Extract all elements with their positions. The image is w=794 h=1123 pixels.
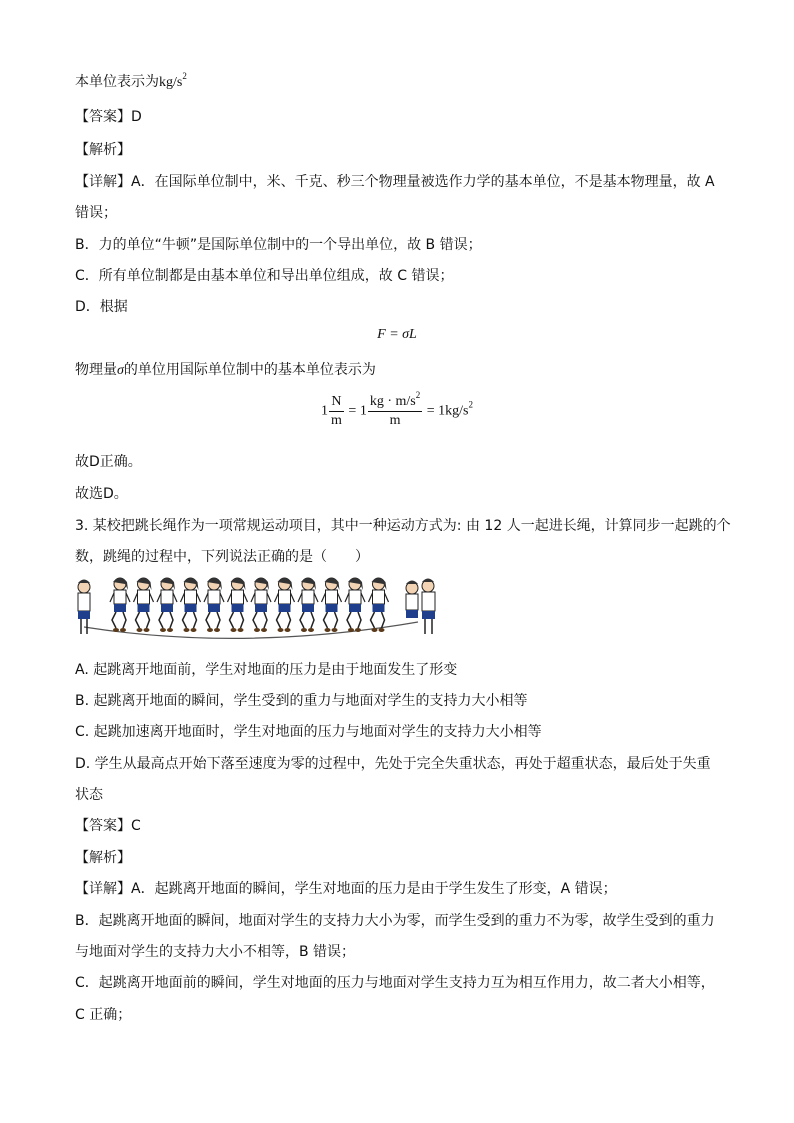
sigma-symbol: σ: [117, 363, 124, 378]
option-a: A. 起跳离开地面前，学生对地面的压力是由于地面发生了形变: [75, 662, 458, 678]
result-exponent: 2: [468, 399, 473, 410]
equation-f-sigma-l: F = σL: [377, 327, 417, 342]
detail-b-line: B．力的单位“牛顿”是国际单位制中的一个导出单位，故 B 错误；: [75, 237, 482, 253]
equals-sign: =: [348, 403, 357, 419]
detail2-c-line-1: C．起跳离开地面前的瞬间，学生对地面的压力与地面对学生支持力互为相互作用力，故二者大小相等，: [75, 975, 715, 991]
detail-c-line: C．所有单位制都是由基本单位和导出单位组成，故 C 错误；: [75, 268, 454, 284]
jumper-figure: [322, 578, 342, 632]
coef-2: 1: [359, 403, 367, 419]
sigma-unit-line: [75, 360, 725, 381]
jumper-figure: [181, 578, 201, 632]
jumpers-group: [110, 578, 389, 632]
jumper-figure: [228, 578, 248, 632]
rope-holder-right: [406, 579, 435, 635]
sigma-prefix: 物理量: [75, 362, 117, 378]
unit-kg-s: kg/s: [159, 75, 183, 90]
question-3-line-1: 3. 某校把跳长绳作为一项常规运动项目，其中一种运动方式为: 由 12 人一起进长绳，计算同步一起跳的个: [75, 518, 731, 534]
option-c: C. 起跳加速离开地面时，学生对地面的压力与地面对学生的支持力大小相等: [75, 724, 542, 740]
jumper-figure: [110, 578, 130, 632]
detail-a-line-1: 【详解】A．在国际单位制中，米、千克、秒三个物理量被选作力学的基本单位，不是基本物理量，故 A: [75, 174, 715, 190]
detail2-b-line-1: B．起跳离开地面的瞬间，地面对学生的支持力大小为零，而学生受到的重力不为零，故学生受到的重力: [75, 913, 715, 929]
sigma-suffix: 的单位用国际单位制中的基本单位表示为: [123, 362, 376, 378]
jumper-figure: [298, 578, 318, 632]
conclusion-line: 故D正确。: [75, 454, 142, 470]
option-d-line-2: 状态: [75, 787, 103, 803]
unit-exponent: 2: [182, 71, 187, 81]
analysis-label-1: 【解析】: [75, 142, 131, 158]
fraction-kgms2-over-m: [368, 390, 422, 430]
equals-sign: =: [426, 403, 435, 419]
fraction-denominator: m: [331, 413, 342, 428]
fraction-denominator: m: [389, 413, 401, 428]
unit-text: 本单位表示为: [75, 74, 159, 90]
jump-rope-illustration: [74, 572, 448, 640]
fraction-n-over-m: [329, 393, 344, 430]
option-b: B. 起跳离开地面的瞬间，学生受到的重力与地面对学生的支持力大小相等: [75, 693, 528, 709]
jumper-figure: [134, 578, 154, 632]
fraction-numerator: kg · $m/s^2$: [368, 393, 422, 412]
jumper-figure: [345, 578, 365, 632]
question-3-line-2: 数，跳绳的过程中，下列说法正确的是（ ）: [75, 549, 369, 565]
answer-label-2: 【答案】C: [75, 818, 141, 834]
jumper-figure: [157, 578, 177, 632]
jumper-figure: [251, 578, 271, 632]
jumper-figure: [275, 578, 295, 632]
option-d-line-1: D. 学生从最高点开始下落至速度为零的过程中，先处于完全失重状态，再处于超重状态，最后处于失重: [75, 756, 711, 772]
unit-line: [75, 72, 725, 93]
fraction-numerator: N: [329, 393, 343, 412]
detail-d-line: D．根据: [75, 299, 128, 315]
analysis-label-2: 【解析】: [75, 850, 131, 866]
choice-line: 故选D。: [75, 486, 128, 502]
detail2-c-line-2: C 正确；: [75, 1007, 132, 1023]
rope-holder-left: [78, 580, 90, 635]
result-unit: 1kg/s: [438, 403, 469, 419]
jumper-figure: [204, 578, 224, 632]
coef-1: 1: [321, 403, 329, 419]
answer-label-1: 【答案】D: [75, 109, 142, 125]
detail-a-line-2: 错误；: [75, 205, 117, 221]
detail2-b-line-2: 与地面对学生的支持力大小不相等，B 错误；: [75, 944, 356, 960]
jumper-figure: [369, 578, 389, 632]
detail2-a-line: 【详解】A．起跳离开地面的瞬间，学生对地面的压力是由于学生发生了形变，A 错误；: [75, 881, 617, 897]
equation-unit-derivation: [0, 390, 794, 430]
